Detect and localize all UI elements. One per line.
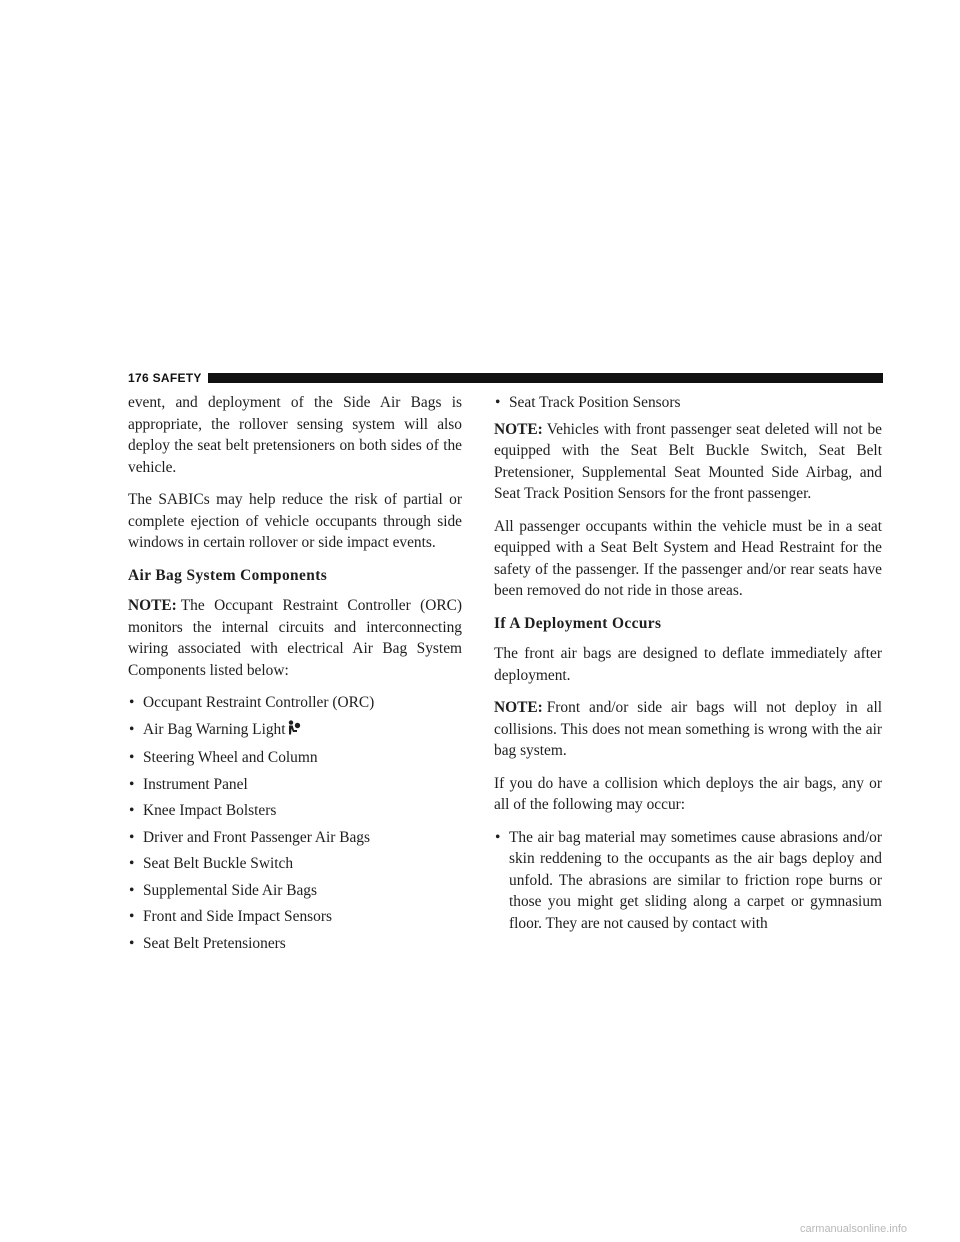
note-label: NOTE: <box>494 420 543 438</box>
list-item: • Occupant Restraint Controller (ORC) <box>128 692 462 714</box>
bullet: • <box>129 908 135 925</box>
page-number: 176 <box>128 371 149 385</box>
section-heading: If A Deployment Occurs <box>494 614 662 632</box>
bullet: • <box>129 694 135 711</box>
note-paragraph <box>128 595 462 681</box>
paragraph: The front air bags are designed to deflate immediately after deployment. <box>494 645 882 684</box>
list-item: • Air Bag Warning Light <box>128 719 462 743</box>
effects-list <box>494 827 882 935</box>
bullet: • <box>129 855 135 872</box>
list-item: • The air bag material may sometimes cause abrasions and/or skin reddening to the occupants as the air bags deploy and unfold. The abrasions are similar to friction rope burns or those you might get sliding along a carpet or gymnasium floor. They are not caused by contact with <box>495 828 882 932</box>
bullet: • <box>129 720 135 738</box>
list-item: • Supplemental Side Air Bags <box>128 880 462 902</box>
list-item: • Knee Impact Bolsters <box>128 800 462 822</box>
bullet: • <box>129 828 135 846</box>
note-label: NOTE: <box>128 597 177 614</box>
list-item: • Seat Belt Pretensioners <box>128 933 462 955</box>
component-list <box>128 692 462 954</box>
bullet: • <box>129 775 135 793</box>
watermark: carmanualsonline.info <box>800 1223 908 1235</box>
list-item: • Instrument Panel <box>128 774 462 796</box>
bullet: • <box>129 934 135 952</box>
left-column <box>128 392 462 959</box>
paragraph: All passenger occupants within the vehicle must be in a seat equipped with a Seat Belt System and Head Restraint for the safety of the passenger. If the passenger and/or rear seats have been removed do not ride in those areas. <box>494 517 882 599</box>
page-header-label <box>128 371 202 385</box>
bullet: • <box>495 394 501 411</box>
header-rule <box>208 373 883 383</box>
list-item: • Steering Wheel and Column <box>128 747 462 769</box>
continued-list <box>494 392 882 414</box>
bullet: • <box>129 881 135 899</box>
airbag-warning-icon <box>287 720 301 743</box>
list-item: • Seat Track Position Sensors <box>494 392 882 414</box>
note-paragraph <box>494 697 882 762</box>
bullet: • <box>129 802 135 819</box>
paragraph: If you do have a collision which deploys the air bags, any or all of the following may occur: <box>494 774 882 813</box>
note-text: Vehicles with front passenger seat deleted will not be equipped with the Seat Belt Buckle Switch, Seat Belt Pretensioner, Supplemental Seat Mounted Side Airbag, and Seat Track Position Sensors for the front passenger. <box>494 420 882 502</box>
note-text: Front and/or side air bags will not deploy in all collisions. This does not mean something is wrong with the air bag system. <box>494 699 882 759</box>
note-text: The Occupant Restraint Controller (ORC) monitors the internal circuits and interconnecting wiring associated with electrical Air Bag System Components listed below: <box>128 597 462 679</box>
bullet: • <box>129 749 135 766</box>
section-heading: Air Bag System Components <box>128 566 328 584</box>
paragraph: event, and deployment of the Side Air Bags is appropriate, the rollover sensing system will also deploy the seat belt pretensioners on both sides of the vehicle. <box>128 394 462 476</box>
list-item: • Seat Belt Buckle Switch <box>128 853 462 875</box>
page-header <box>128 371 883 385</box>
section-title: SAFETY <box>152 371 202 385</box>
note-paragraph <box>494 419 882 505</box>
list-item: • Front and Side Impact Sensors <box>128 906 462 928</box>
list-item: • Driver and Front Passenger Air Bags <box>128 827 462 849</box>
note-label: NOTE: <box>494 699 543 716</box>
bullet: • <box>495 828 501 846</box>
right-column <box>494 392 882 939</box>
paragraph: The SABICs may help reduce the risk of partial or complete ejection of vehicle occupants through side windows in certain rollover or side impact events. <box>128 491 462 551</box>
